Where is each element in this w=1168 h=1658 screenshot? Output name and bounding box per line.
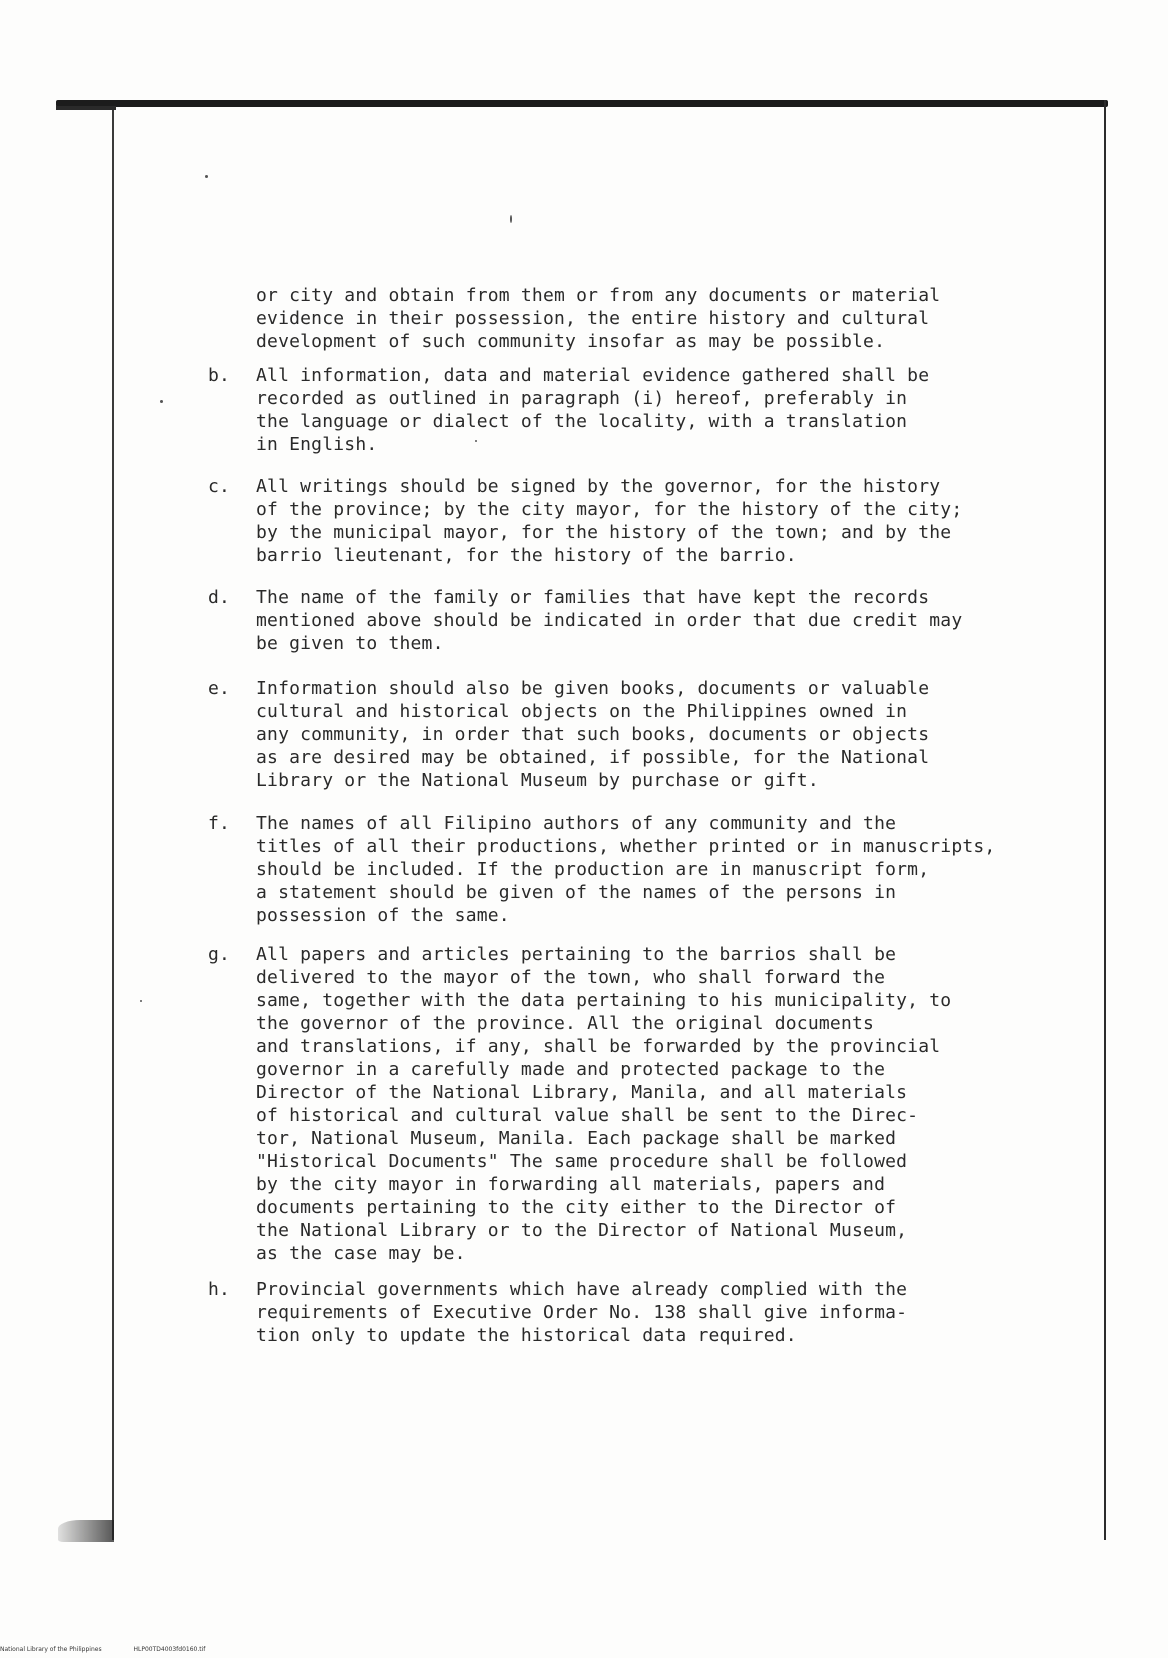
item-letter: f. xyxy=(208,813,231,834)
item-letter: h. xyxy=(208,1279,231,1300)
page-left-border xyxy=(112,110,114,1540)
item-text: All information, data and material evidence gathered shall be recorded as outlined in paragraph (i) hereof, preferably in the language or dialect of the locality, with a translation in English. xyxy=(256,365,930,455)
continuation-paragraph: or city and obtain from them or from any documents or material evidence in their possession, the entire history and cultural development of such community insofar as may be possible. xyxy=(256,285,941,352)
page-top-border xyxy=(56,100,1108,107)
scan-speck xyxy=(510,215,512,223)
footer-library-name: National Library of the Philippines xyxy=(0,1646,102,1653)
item-letter: g. xyxy=(208,944,231,965)
item-letter: c. xyxy=(208,476,231,497)
footer-file-id: HLP00TD4003fd0160.tif xyxy=(133,1646,206,1653)
page-top-border-tail xyxy=(56,106,116,110)
scan-speck xyxy=(205,175,208,178)
page-right-border xyxy=(1104,100,1106,1540)
item-text: All papers and articles pertaining to the barrios shall be delivered to the mayor of the town, who shall forward the same, together with the data pertaining to his municipality, to the governor of the province. All the original documents and translations, if any, shall be forwarded by the provincial governor in a carefully made and protected package to the Director of the National Library, Manila, and all materials of historical and cultural value shall be sent to the Direc- tor, National Museum, Manila. Each package shall be marked "Historical Documents" The same procedure shall be followed by the city mayor in forwarding all materials, papers and documents pertaining to the city either to the Director of the National Library or to the Director of National Museum, as the case may be. xyxy=(256,944,952,1264)
scan-speck xyxy=(160,400,163,403)
scan-footer xyxy=(0,1646,400,1653)
item-text: Provincial governments which have already complied with the requirements of Executive Order No. 138 shall give informa- tion only to update the historical data required. xyxy=(256,1279,908,1346)
scan-speck xyxy=(140,1000,142,1002)
item-text: The name of the family or families that have kept the records mentioned above should be indicated in order that due credit may be given to them. xyxy=(256,587,963,654)
item-letter: b. xyxy=(208,365,231,386)
item-letter: e. xyxy=(208,678,231,699)
scan-smudge xyxy=(58,1520,114,1542)
item-text: The names of all Filipino authors of any community and the titles of all their productions, whether printed or in manuscripts, should be included. If the production are in manuscript form, a statement should be given of the names of the persons in possession of the same. xyxy=(256,813,996,926)
item-letter: d. xyxy=(208,587,231,608)
item-text: All writings should be signed by the governor, for the history of the province; by the city mayor, for the history of the city; by the municipal mayor, for the history of the town; and by the barrio lieutenant, for the history of the barrio. xyxy=(256,476,963,566)
item-text: Information should also be given books, documents or valuable cultural and historical objects on the Philippines owned in any community, in order that such books, documents or objects as are desired may be obtained, if possible, for the National Library or the National Museum by purchase or gift. xyxy=(256,678,930,791)
